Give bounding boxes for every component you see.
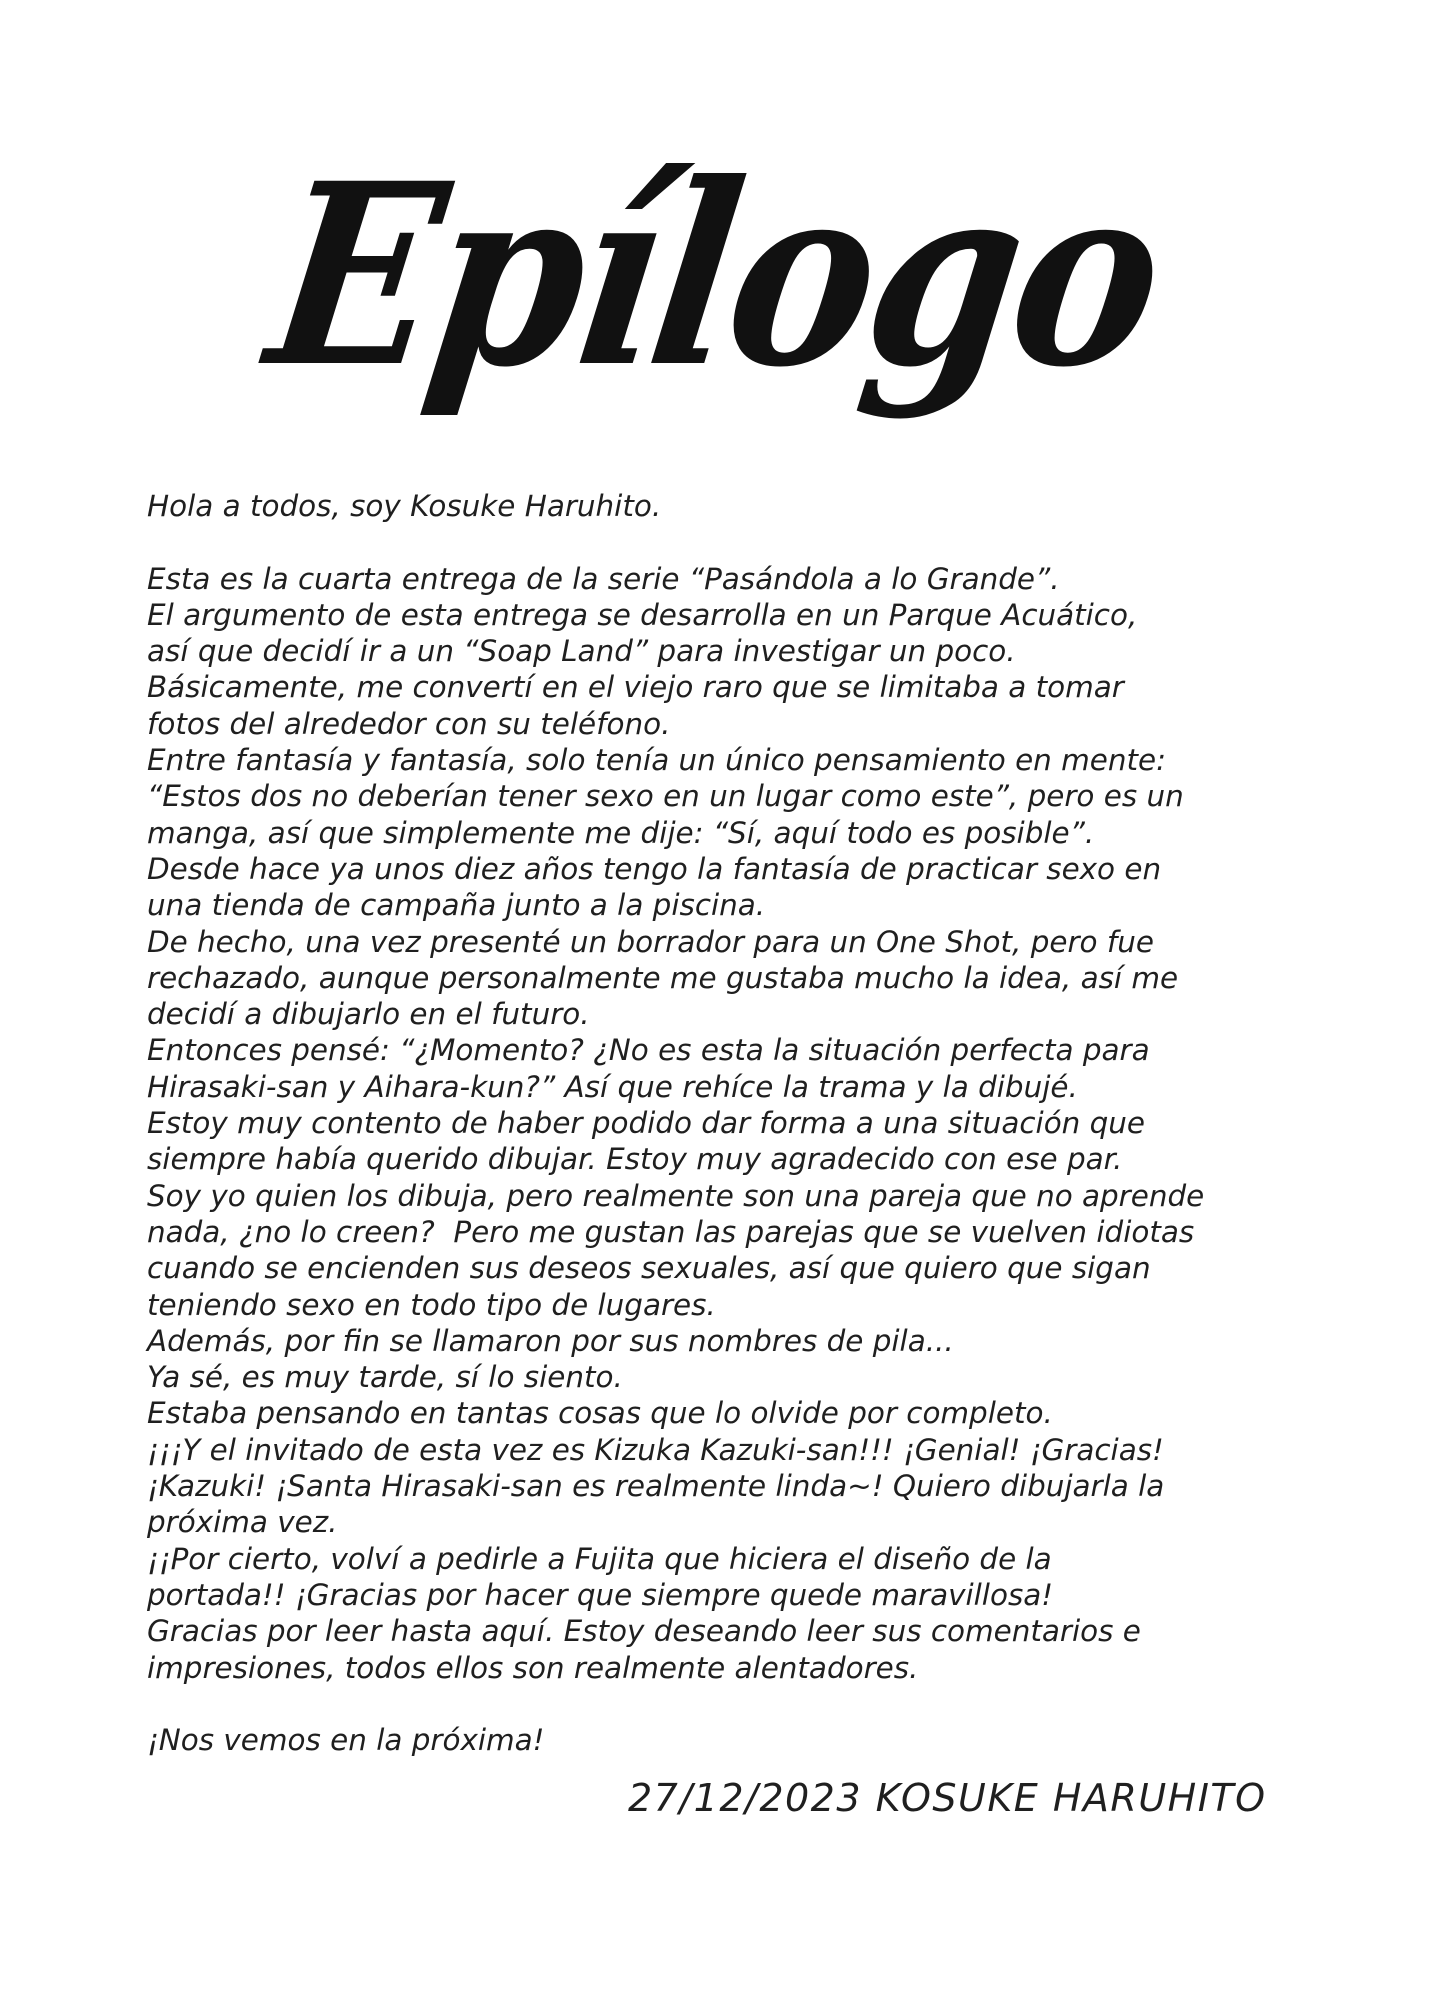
body-line: Básicamente, me convertí en el viejo raro que se limitaba a tomar <box>147 670 1124 705</box>
body-line: Gracias por leer hasta aquí. Estoy deseando leer sus comentarios e <box>147 1614 1141 1649</box>
body-line: Hirasaki-san y Aihara-kun?” Así que rehíce la trama y la dibujé. <box>147 1069 1078 1104</box>
body-line: ¡Kazuki! ¡Santa Hirasaki-san es realmente linda~! Quiero dibujarla la <box>147 1469 1165 1504</box>
body-line: ¡¡Por cierto, volví a pedirle a Fujita que hiciera el diseño de la <box>147 1541 1052 1576</box>
body-line: De hecho, una vez presenté un borrador para un One Shot, pero fue <box>147 924 1154 959</box>
body-line: próxima vez. <box>147 1505 338 1540</box>
body-line: portada!! ¡Gracias por hacer que siempre quede maravillosa! <box>147 1577 1054 1612</box>
body-line: ¡¡¡Y el invitado de esta vez es Kizuka Kazuki-san!!! ¡Genial! ¡Gracias! <box>147 1432 1164 1467</box>
body-line: Soy yo quien los dibuja, pero realmente son una pareja que no aprende <box>147 1178 1205 1213</box>
body-line: teniendo sexo en todo tipo de lugares. <box>147 1287 716 1322</box>
body-line: Ya sé, es muy tarde, sí lo siento. <box>147 1360 623 1395</box>
body-line: nada, ¿no lo creen? Pero me gustan las parejas que se vuelven idiotas <box>147 1214 1195 1249</box>
body-line: manga, así que simplemente me dije: “Sí, aquí todo es posible”. <box>147 815 1095 850</box>
body-line: Además, por fin se llamaron por sus nombres de pila... <box>147 1323 954 1358</box>
body-line: Esta es la cuarta entrega de la serie “Pasándola a lo Grande”. <box>147 561 1060 596</box>
body-line: “Estos dos no deberían tener sexo en un lugar como este”, pero es un <box>147 779 1184 814</box>
body-line: cuando se encienden sus deseos sexuales, así que quiero que sigan <box>147 1251 1151 1286</box>
body-line: así que decidí ir a un “Soap Land” para investigar un poco. <box>147 634 1016 669</box>
epilogue-body <box>147 488 1287 1758</box>
body-line: Entre fantasía y fantasía, solo tenía un único pensamiento en mente: <box>147 743 1166 778</box>
body-line <box>147 524 1287 560</box>
body-line: rechazado, aunque personalmente me gustaba mucho la idea, así me <box>147 960 1179 995</box>
body-line <box>147 1686 1287 1722</box>
page-title: Epílogo <box>255 128 1175 422</box>
body-line: Hola a todos, soy Kosuke Haruhito. <box>147 489 662 523</box>
body-line: fotos del alrededor con su teléfono. <box>147 706 671 741</box>
body-line: El argumento de esta entrega se desarrolla en un Parque Acuático, <box>147 597 1138 632</box>
body-line: decidí a dibujarlo en el futuro. <box>147 997 590 1032</box>
body-line: una tienda de campaña junto a la piscina. <box>147 888 766 923</box>
body-line: siempre había querido dibujar. Estoy muy agradecido con ese par. <box>147 1142 1123 1177</box>
body-line: ¡Nos vemos en la próxima! <box>147 1723 545 1758</box>
body-line: Estoy muy contento de haber podido dar forma a una situación que <box>147 1106 1146 1141</box>
signature-date: 27/12/2023 KOSUKE HARUHITO <box>628 1776 1267 1820</box>
body-line: Desde hace ya unos diez años tengo la fantasía de practicar sexo en <box>147 851 1162 886</box>
body-line: Estaba pensando en tantas cosas que lo olvide por completo. <box>147 1396 1053 1431</box>
body-line: Entonces pensé: “¿Momento? ¿No es esta la situación perfecta para <box>147 1033 1150 1068</box>
body-line: impresiones, todos ellos son realmente alentadores. <box>147 1650 919 1685</box>
